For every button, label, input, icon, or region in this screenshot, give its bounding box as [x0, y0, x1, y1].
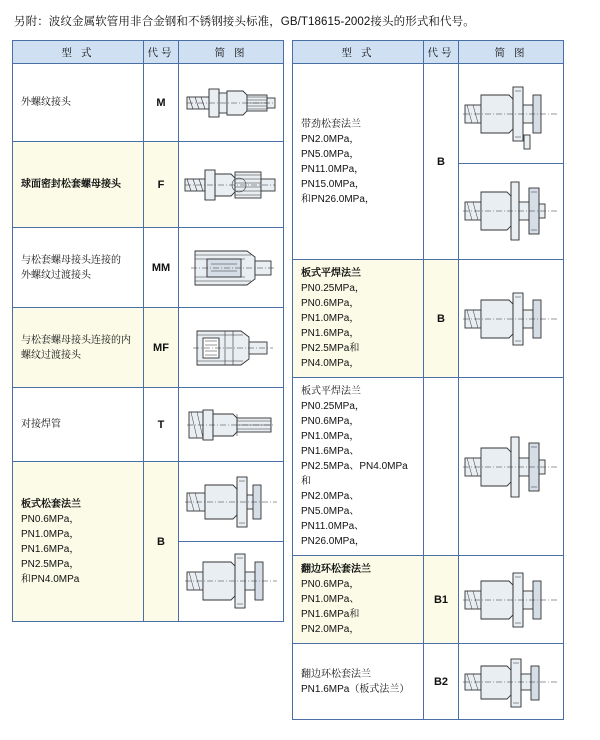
right-table-header — [293, 41, 564, 64]
footer-spacer — [12, 720, 588, 738]
row-type-line: PN1.6MPa和PN2.0MPa， — [301, 609, 360, 635]
row-figure-cell — [179, 228, 284, 308]
left-table-header — [13, 41, 284, 64]
row-type-cell — [13, 142, 144, 228]
row-type-line: 球面密封松套螺母接头 — [21, 179, 121, 190]
row-figure-cell — [459, 64, 564, 164]
header-type: 型 式 — [293, 41, 424, 64]
row-type-cell — [13, 462, 144, 622]
row-code-cell: MM — [144, 228, 179, 308]
butt-weld-pipe-figure — [181, 396, 281, 454]
row-figure-cell — [459, 644, 564, 720]
row-type-line: PN11.0MPa，PN15.0MPa， — [301, 163, 365, 190]
row-type-line: PN2.0MPa、PN5.0MPa、 — [301, 491, 360, 517]
row-type-cell — [293, 260, 424, 378]
row-type-line: 外螺纹过渡接头 — [21, 269, 91, 281]
left-table-body — [13, 64, 284, 622]
row-type-cell — [293, 378, 424, 556]
row-type-line: PN0.6MPa，PN1.0MPa， — [21, 513, 80, 540]
lap-joint-flange-figure — [461, 561, 561, 639]
row-type-line: PN11.0MPa、PN26.0MPa， — [301, 521, 365, 547]
table-row — [13, 64, 284, 142]
plate-flat-weld-flange-figure — [461, 279, 561, 359]
row-type-line: 对接焊管 — [21, 419, 61, 430]
row-type-line: 翻边环松套法兰 — [301, 668, 371, 680]
row-type-line: PN2.5MPa、PN4.0MPa 和 — [301, 461, 408, 487]
row-type-line: 板式松套法兰 — [21, 498, 81, 510]
row-type-line: 和PN4.0MPa — [21, 573, 80, 585]
row-code-cell: MF — [144, 308, 179, 388]
row-type-line: 与松套螺母接头连接的 — [21, 254, 121, 266]
row-type-line: PN1.6MPa，PN2.5MPa， — [21, 543, 80, 570]
row-type-line: 翻边环松套法兰 — [301, 564, 371, 575]
row-type-line: 带劲松套法兰 — [301, 118, 361, 130]
row-figure-cell — [459, 260, 564, 378]
plate-flat-weld-flange-figure-2 — [461, 413, 561, 521]
row-type-line: PN1.0MPa，PN1.6MPa、 — [301, 431, 360, 457]
header-type: 型 式 — [13, 41, 144, 64]
table-row — [13, 462, 284, 622]
row-type-line: PN0.25MPa，PN0.6MPa， — [301, 283, 365, 309]
row-code-cell: B — [144, 462, 179, 622]
row-figure-cell — [179, 142, 284, 228]
row-type-line: PN2.0MPa，PN5.0MPa， — [301, 133, 360, 160]
row-code-cell — [424, 378, 459, 556]
table-header-row — [293, 41, 564, 64]
row-code-cell: B — [424, 64, 459, 260]
row-code-cell: M — [144, 64, 179, 142]
header-code: 代号 — [144, 41, 179, 64]
ribbed-loose-flange-figure — [461, 69, 561, 159]
female-transition-figure — [181, 317, 281, 379]
table-row — [293, 260, 564, 378]
table-row — [13, 228, 284, 308]
row-type-line: PN2.5MPa和PN4.0MPa， — [301, 343, 360, 369]
row-type-cell — [13, 308, 144, 388]
ribbed-loose-flange-figure-2 — [461, 168, 561, 256]
spherical-seal-nut-figure — [181, 152, 281, 218]
row-type-line: PN0.6MPa，PN1.0MPa、 — [301, 579, 360, 605]
row-type-line: 板式平焊法兰 — [301, 386, 361, 397]
row-type-cell — [293, 64, 424, 260]
row-type-line: 螺纹过渡接头 — [21, 349, 81, 361]
row-figure-cell — [179, 462, 284, 622]
row-type-line: 板式平焊法兰 — [301, 268, 361, 279]
row-code-cell: B2 — [424, 644, 459, 720]
table-row — [293, 556, 564, 644]
row-type-cell — [293, 644, 424, 720]
page-title: 另附：波纹金属软管用非合金钢和不锈钢接头标准，GB/T18615-2002接头的形式和代号。 — [14, 16, 475, 28]
right-table-body — [293, 64, 564, 720]
table-header-row — [13, 41, 284, 64]
header-code: 代号 — [424, 41, 459, 64]
plate-loose-flange-figure — [181, 463, 281, 541]
header-figure: 简 图 — [179, 41, 284, 64]
row-type-cell — [13, 228, 144, 308]
row-figure-cell — [459, 164, 564, 260]
row-type-line: PN1.0MPa，PN1.6MPa， — [301, 313, 360, 339]
row-figure-cell — [459, 556, 564, 644]
table-row — [293, 644, 564, 720]
row-code-cell: B1 — [424, 556, 459, 644]
threaded-connector-figure — [181, 73, 281, 133]
row-type-cell — [13, 388, 144, 462]
row-code-cell: T — [144, 388, 179, 462]
lap-joint-flange-figure-2 — [461, 647, 561, 717]
row-code-cell: B — [424, 260, 459, 378]
row-type-line: PN0.25MPa，PN0.6MPa， — [301, 401, 365, 427]
row-type-line: 和PN26.0MPa， — [301, 193, 375, 205]
table-row — [13, 388, 284, 462]
row-figure-cell — [179, 388, 284, 462]
table-row — [13, 142, 284, 228]
header-figure: 简 图 — [459, 41, 564, 64]
row-figure-cell — [179, 64, 284, 142]
row-figure-cell — [459, 378, 564, 556]
row-type-line: PN1.6MPa（板式法兰） — [301, 683, 410, 695]
table-row — [293, 378, 564, 556]
table-row — [13, 308, 284, 388]
figure-stack — [179, 463, 283, 620]
male-transition-figure — [181, 237, 281, 299]
table-row — [293, 64, 564, 164]
row-figure-cell — [179, 308, 284, 388]
row-code-cell: F — [144, 142, 179, 228]
row-type-cell — [13, 64, 144, 142]
left-table — [12, 40, 284, 622]
right-table — [292, 40, 564, 720]
row-type-cell — [293, 556, 424, 644]
plate-loose-flange-figure-2 — [181, 542, 281, 620]
row-type-line: 与松套螺母接头连接的内 — [21, 334, 131, 346]
tables-container — [12, 40, 588, 720]
row-type-line: 外螺纹接头 — [21, 97, 71, 108]
